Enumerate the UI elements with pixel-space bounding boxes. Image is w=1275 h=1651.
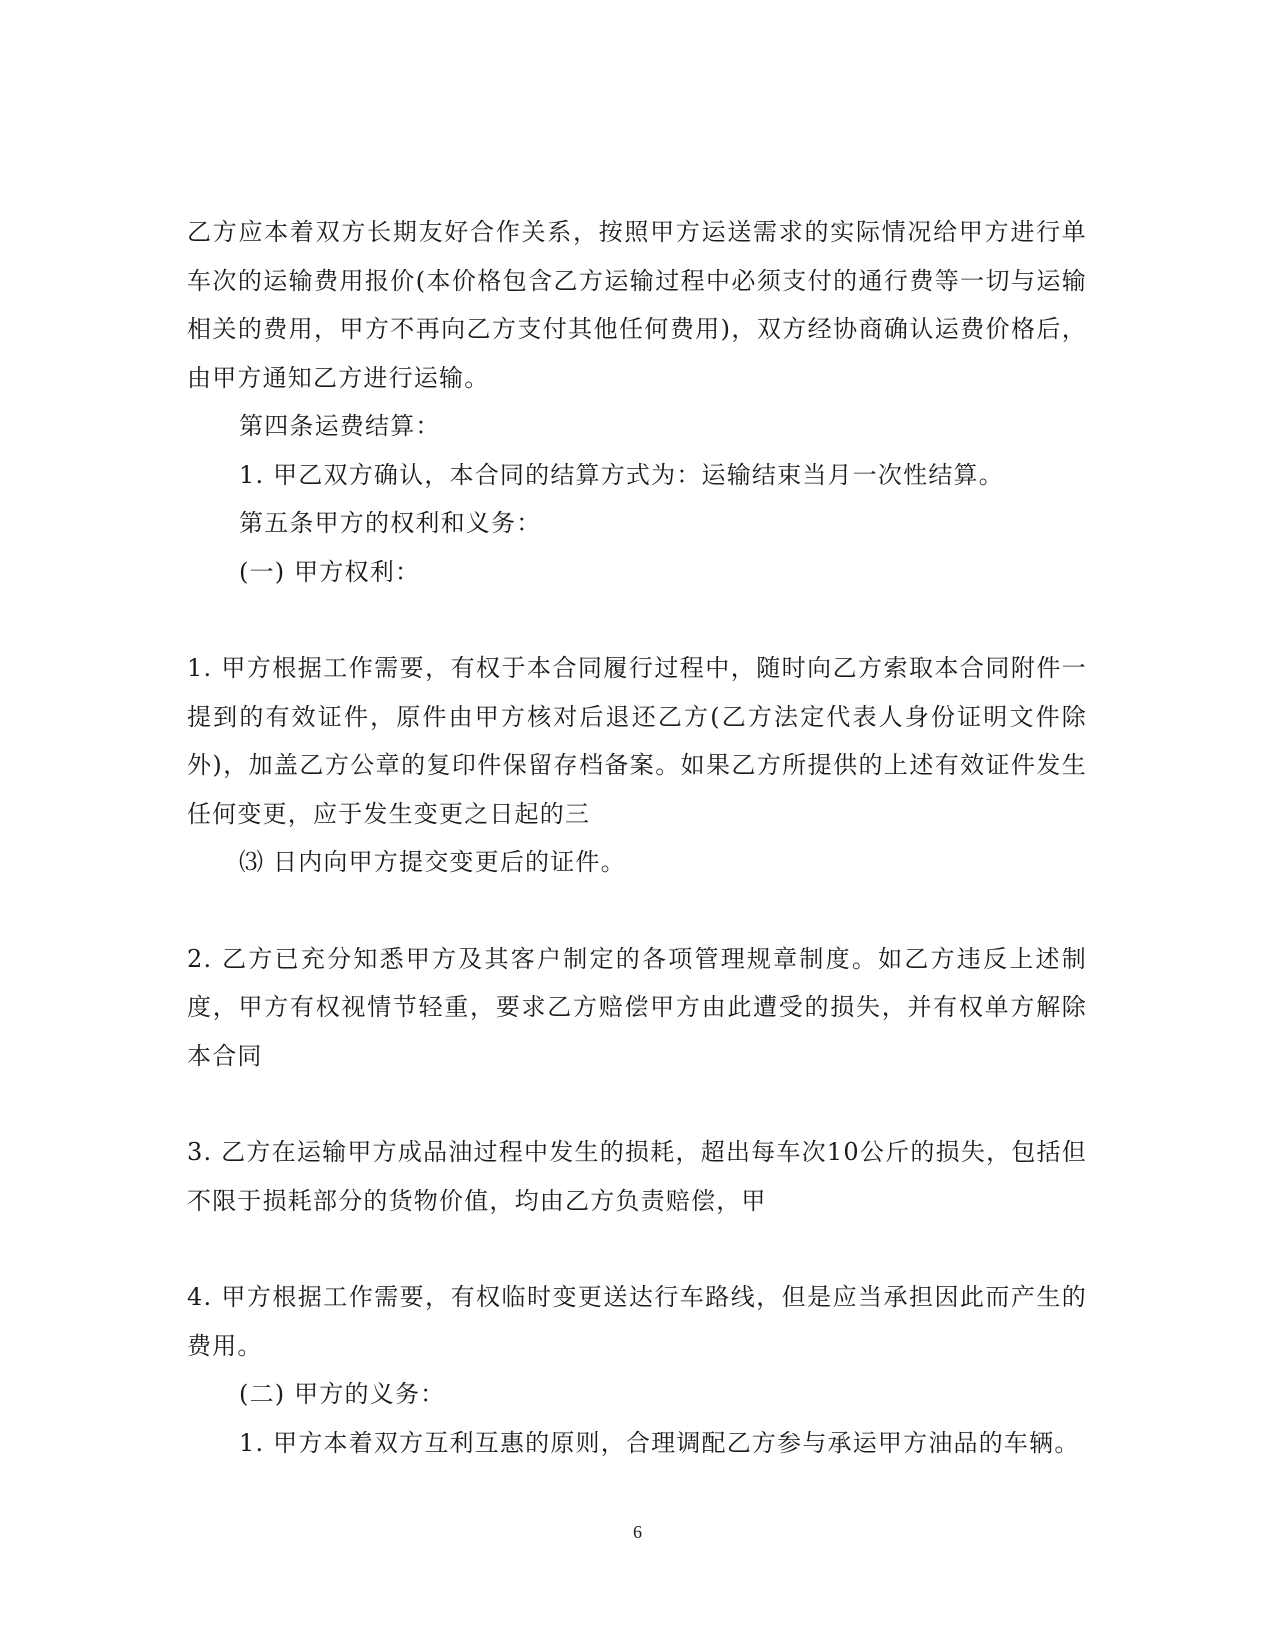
paragraph-right-4: 4. 甲方根据工作需要，有权临时变更送达行车路线，但是应当承担因此而产生的费用。 <box>187 1283 1087 1360</box>
page-number: 6 <box>633 1522 642 1542</box>
paragraph-right-2: 2. 乙方已充分知悉甲方及其客户制定的各项管理规章制度。如乙方违反上述制度，甲方有权视情节轻重，要求乙方赔偿甲方由此遭受的损失，并有权单方解除本合同 <box>187 944 1087 1070</box>
heading-article-4: 第四条运费结算： <box>239 412 441 440</box>
paragraph-pricing: 乙方应本着双方长期友好合作关系，按照甲方运送需求的实际情况给甲方进行单车次的运输费用报价(本价格包含乙方运输过程中必须支付的通行费等一切与运输相关的费用，甲方不再向乙方支付其他任何费用)，双方经协商确认运费价格后，由甲方通知乙方进行运输。 <box>187 218 1087 392</box>
heading-party-a-obligations: (二) 甲方的义务： <box>239 1380 446 1408</box>
paragraph-right-1: 1. 甲方根据工作需要，有权于本合同履行过程中，随时向乙方索取本合同附件一提到的有效证件，原件由甲方核对后退还乙方(乙方法定代表人身份证明文件除外)，加盖乙方公章的复印件保留存档备案。如果乙方所提供的上述有效证件发生任何变更，应于发生变更之日起的三 <box>187 654 1087 828</box>
paragraph-right-3: 3. 乙方在运输甲方成品油过程中发生的损耗，超出每车次10公斤的损失，包括但不限于损耗部分的货物价值，均由乙方负责赔偿，甲 <box>187 1138 1087 1215</box>
paragraph-settlement: 1. 甲乙双方确认，本合同的结算方式为：运输结束当月一次性结算。 <box>239 460 1004 489</box>
document-body <box>187 208 1087 1467</box>
paragraph-right-1-cont: ⑶ 日内向甲方提交变更后的证件。 <box>239 848 626 876</box>
heading-article-5: 第五条甲方的权利和义务： <box>239 509 542 537</box>
heading-party-a-rights: (一) 甲方权利： <box>239 557 421 586</box>
paragraph-obligation-1: 1. 甲方本着双方互利互惠的原则，合理调配乙方参与承运甲方油品的车辆。 <box>239 1428 1080 1457</box>
